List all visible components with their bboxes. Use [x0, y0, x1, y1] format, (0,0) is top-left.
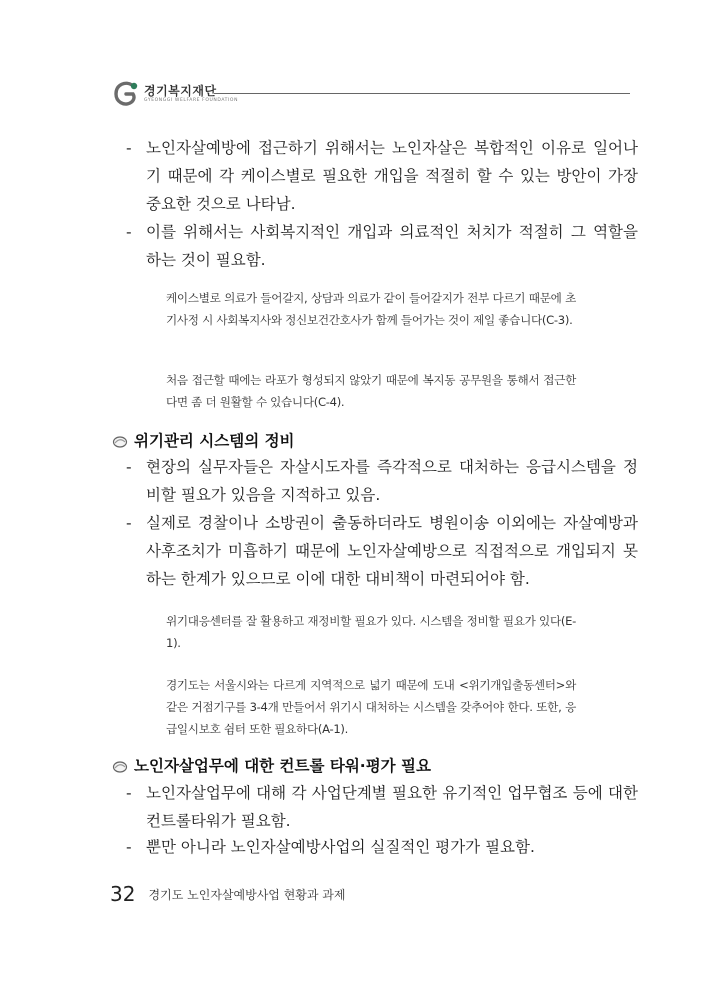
section-bullet-icon — [112, 759, 128, 773]
bullet-paragraph — [126, 453, 638, 509]
interview-quote: 처음 접근할 때에는 라포가 형성되지 않았기 때문에 복지동 공무원을 통해서 접근한다면 좀 더 원활할 수 있습니다(C-4). — [166, 373, 576, 409]
bullet-text: 노인자살예방에 접근하기 위해서는 노인자살은 복합적인 이유로 일어나기 때문에 각 케이스별로 필요한 개입을 적절히 할 수 있는 방안이 가장 중요한 것으로 나타남. — [146, 139, 638, 213]
interview-quote: 경기도는 서울시와는 다르게 지역적으로 넓기 때문에 도내 <위기개입출동센터>와 같은 거점기구를 3-4개 만들어서 위기시 대처하는 시스템을 갖추어야 한다. 또한, 응급일시보호 쉼터 또한 필요하다(A-1). — [166, 678, 576, 736]
document-title: 경기도 노인자살예방사업 현황과 과제 — [148, 887, 346, 902]
page-number: 32 — [110, 882, 136, 906]
bullet-paragraph — [126, 779, 638, 835]
interview-quote: 위기대응센터를 잘 활용하고 재정비할 필요가 있다. 시스템을 정비할 필요가 있다(E-1). — [166, 614, 576, 650]
bullet-text: 이를 위해서는 사회복지적인 개입과 의료적인 처치가 적절히 그 역할을 하는 것이 필요함. — [146, 223, 638, 269]
bullet-paragraph — [126, 218, 638, 274]
header-divider — [214, 93, 630, 94]
section-title: 위기관리 시스템의 정비 — [134, 432, 295, 450]
org-subtitle: GYEONGGI WELFARE FOUNDATION — [144, 98, 239, 103]
bullet-dash: - — [126, 838, 132, 856]
bullet-dash: - — [126, 139, 132, 157]
bullet-dash: - — [126, 784, 132, 802]
org-name: 경기복지재단 — [144, 84, 217, 98]
bullet-text: 뿐만 아니라 노인자살예방사업의 실질적인 평가가 필요함. — [146, 838, 535, 856]
bullet-text: 실제로 경찰이나 소방권이 출동하더라도 병원이송 이외에는 자살예방과 사후조치가 미흡하기 때문에 노인자살예방으로 직접적으로 개입되지 못하는 한계가 있으므로 이에 대한 대비책이 마련되어야 함. — [146, 514, 638, 588]
bullet-text: 노인자살업무에 대해 각 사업단계별 필요한 유기적인 업무협조 등에 대한 컨트롤타워가 필요함. — [146, 784, 638, 830]
page-footer — [110, 882, 345, 908]
interview-quote: 케이스별로 의료가 들어갈지, 상담과 의료가 같이 들어갈지가 전부 다르기 때문에 초기사정 시 사회복지사와 정신보건간호사가 함께 들어가는 것이 제일 좋습니다(C-3). — [166, 291, 576, 327]
section-title: 노인자살업무에 대한 컨트롤 타워·평가 필요 — [134, 757, 431, 775]
bullet-dash: - — [126, 514, 132, 532]
section-bullet-icon — [112, 434, 128, 448]
bullet-paragraph — [126, 509, 638, 593]
bullet-paragraph — [126, 134, 638, 218]
page-header — [110, 76, 630, 112]
bullet-dash: - — [126, 458, 132, 476]
bullet-paragraph — [126, 833, 638, 861]
bullet-dash: - — [126, 223, 132, 241]
foundation-logo-icon — [112, 80, 142, 108]
bullet-text: 현장의 실무자들은 자살시도자를 즉각적으로 대처하는 응급시스템을 정비할 필요가 있음을 지적하고 있음. — [146, 458, 638, 504]
